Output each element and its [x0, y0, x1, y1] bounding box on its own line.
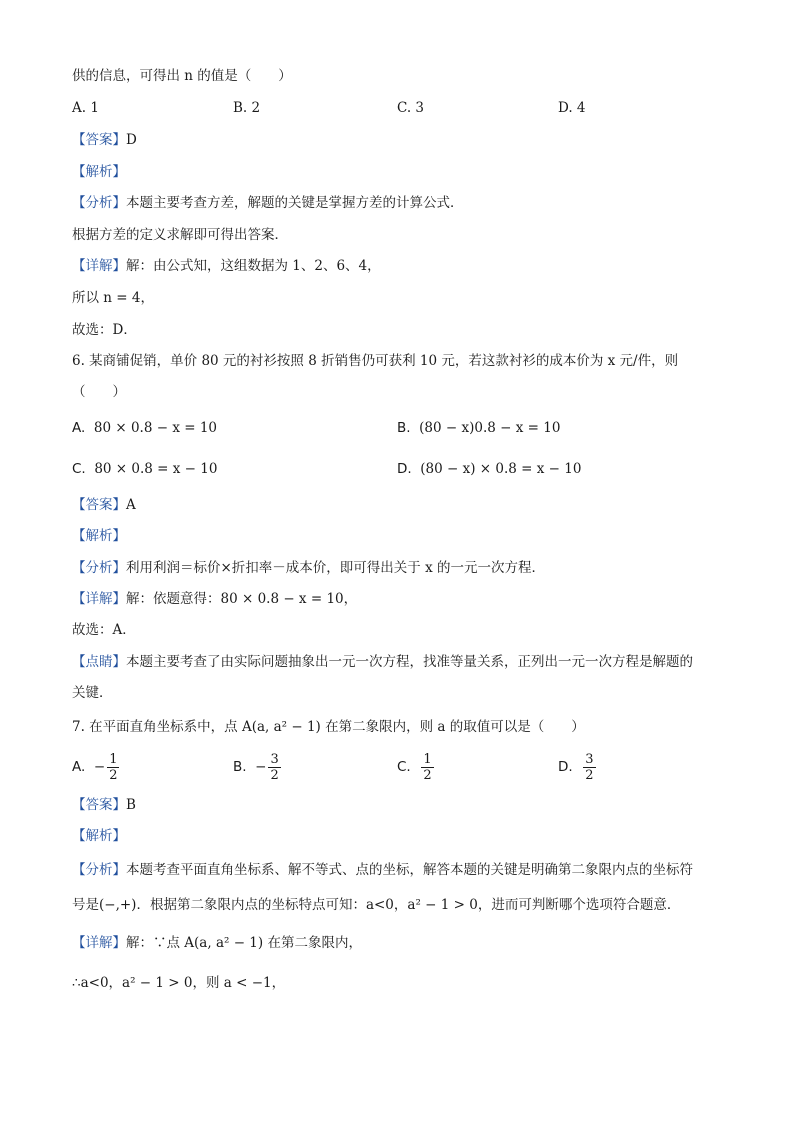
- fraction-denominator: 2: [423, 768, 432, 783]
- q7-option-a: [72, 752, 121, 783]
- q5-option-b: B. 2: [233, 100, 261, 116]
- option-expression: 80 × 0.8 = x − 10: [94, 461, 218, 477]
- q6-dianjing: [72, 652, 693, 672]
- option-expression: (80 − x) × 0.8 = x − 10: [420, 461, 582, 477]
- option-fraction: [107, 752, 119, 783]
- answer-tag: 【答案】: [72, 797, 126, 813]
- option-expression: 80 × 0.8 − x = 10: [93, 420, 218, 436]
- q7-detail: [72, 933, 362, 953]
- option-label: D.: [397, 461, 412, 477]
- q5-answer: [72, 130, 137, 150]
- answer-value: A: [126, 497, 136, 513]
- option-label: B.: [397, 420, 411, 436]
- fraction-numerator: 3: [585, 752, 594, 767]
- q6-dianjing-2: 关键．: [72, 685, 113, 701]
- q5-option-c: C. 3: [397, 100, 425, 116]
- q6-conclusion: 故选：A．: [72, 622, 136, 638]
- analysis-tag: 【解析】: [72, 528, 126, 544]
- q6-option-d: [397, 459, 581, 479]
- fenxi-tag: 【分析】: [72, 560, 126, 576]
- q6-stem: 6. 某商铺促销，单价 80 元的衬衫按照 8 折销售仍可获利 10 元，若这款衬衫的成本价为 x 元/件，则: [72, 353, 679, 369]
- option-label: C.: [397, 759, 411, 775]
- q7-option-d: [558, 752, 598, 783]
- detail-tag: 【详解】: [72, 258, 126, 274]
- option-fraction: [583, 752, 595, 783]
- detail-text: 解：由公式知，这组数据为 1、2、6、4，: [126, 258, 381, 274]
- q6-stem-paren: （ ）: [72, 384, 126, 400]
- q5-conclusion: 故选：D．: [72, 322, 137, 338]
- option-label: C.: [72, 461, 86, 477]
- option-label: D.: [558, 759, 573, 775]
- q6-option-c: [72, 459, 217, 479]
- detail-tag: 【详解】: [72, 591, 126, 607]
- q6-detail: [72, 589, 357, 609]
- option-fraction: [421, 752, 433, 783]
- q7-answer: [72, 795, 136, 815]
- q6-analysis-tag: [72, 526, 126, 546]
- q6-answer: [72, 495, 136, 515]
- option-sign: −: [93, 759, 106, 775]
- analysis-tag: 【解析】: [72, 828, 126, 844]
- fraction-numerator: 1: [109, 752, 118, 767]
- fraction-denominator: 2: [109, 768, 118, 783]
- q5-analysis-tag: [72, 162, 126, 182]
- q7-option-b: [233, 752, 283, 783]
- fraction-numerator: 3: [270, 752, 279, 767]
- fraction-denominator: 2: [270, 768, 279, 783]
- q5-option-d: D. 4: [558, 100, 586, 116]
- dianjing-tag: 【点睛】: [72, 654, 126, 670]
- option-label: A.: [72, 420, 86, 436]
- fenxi-tag: 【分析】: [72, 195, 126, 211]
- q7-option-c: [397, 752, 436, 783]
- fenxi-tag: 【分析】: [72, 862, 126, 878]
- fraction-denominator: 2: [585, 768, 594, 783]
- analysis-tag: 【解析】: [72, 164, 126, 180]
- answer-tag: 【答案】: [72, 132, 126, 148]
- option-label: A.: [72, 759, 86, 775]
- option-label: B.: [233, 759, 247, 775]
- detail-tag: 【详解】: [72, 935, 126, 951]
- q5-fenxi: [72, 193, 464, 213]
- option-sign: −: [255, 759, 267, 775]
- q6-option-a: [72, 418, 217, 438]
- q6-option-b: [397, 418, 560, 438]
- q5-fenxi-2: 根据方差的定义求解即可得出答案．: [72, 227, 288, 243]
- q5-option-a: A. 1: [72, 100, 99, 116]
- fraction-numerator: 1: [423, 752, 432, 767]
- option-expression: (80 − x)0.8 − x = 10: [419, 420, 561, 436]
- fenxi-text: 本题主要考查方差，解题的关键是掌握方差的计算公式．: [126, 195, 464, 211]
- detail-text: 解：依题意得：80 × 0.8 − x = 10，: [126, 591, 358, 607]
- q7-fenxi-2: 号是(−,+)．根据第二象限内点的坐标特点可知：a<0，a² − 1 > 0，进而可判断哪个选项符合题意．: [72, 897, 681, 913]
- answer-value: B: [126, 797, 136, 813]
- detail-text: 解：∵点 A(a, a² − 1) 在第二象限内，: [126, 935, 362, 951]
- dianjing-text: 本题主要考查了由实际问题抽象出一元一次方程，找准等量关系，正列出一元一次方程是解题的: [126, 654, 693, 670]
- q6-fenxi: [72, 558, 545, 578]
- fenxi-text: 利用利润＝标价×折扣率－成本价，即可得出关于 x 的一元一次方程．: [126, 560, 546, 576]
- answer-tag: 【答案】: [72, 497, 126, 513]
- fenxi-text: 本题考查平面直角坐标系、解不等式、点的坐标，解答本题的关键是明确第二象限内点的坐标符: [126, 862, 693, 878]
- q7-stem: 7. 在平面直角坐标系中，点 A(a, a² − 1) 在第二象限内，则 a 的取值可以是（ ）: [72, 719, 585, 735]
- q7-detail-2: ∴a<0，a² − 1 > 0，则 a < −1，: [72, 975, 286, 991]
- q5-stem-tail: 供的信息，可得出 n 的值是（ ）: [72, 68, 292, 84]
- option-fraction: [268, 752, 280, 783]
- answer-value: D: [126, 132, 137, 148]
- q5-detail-2: 所以 n = 4，: [72, 290, 154, 306]
- q7-fenxi: [72, 860, 693, 880]
- q5-detail: [72, 256, 381, 276]
- q7-analysis-tag: [72, 826, 126, 846]
